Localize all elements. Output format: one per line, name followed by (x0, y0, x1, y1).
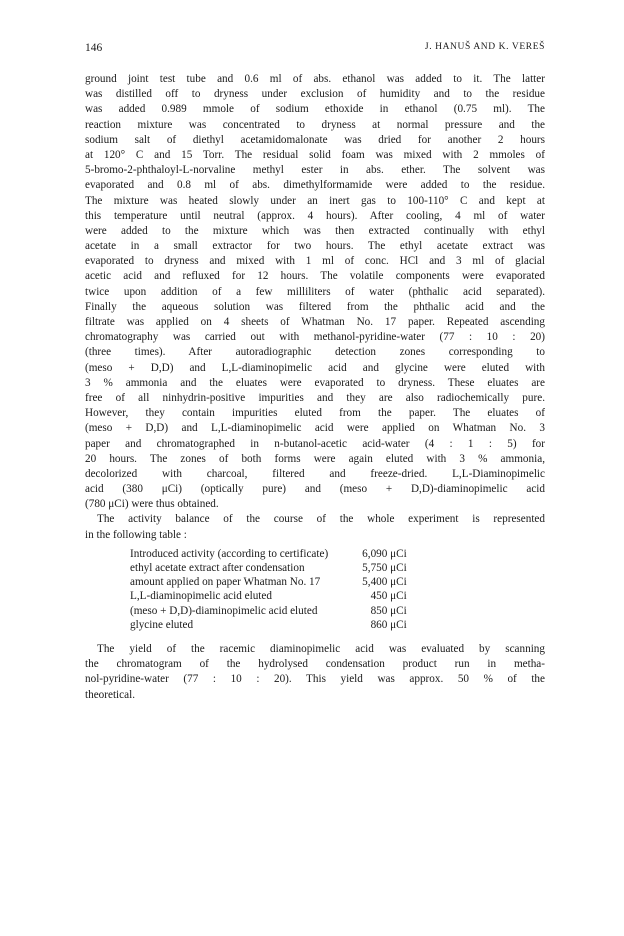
paragraph-experimental-procedure (85, 72, 545, 512)
activity-value: 850 μCi (370, 604, 407, 617)
activity-value: 6,090 μCi (362, 547, 407, 560)
table-row (130, 547, 407, 561)
text-line: theoretical. (85, 688, 136, 701)
text-line: 3 % ammonia and the eluates were evaporated to dryness. These eluates are (85, 376, 545, 389)
text-line: filtrate was applied on 4 sheets of Whatman No. 17 paper. Repeated ascending (85, 316, 545, 328)
page-number: 146 (85, 42, 103, 54)
paragraph-activity-intro (85, 512, 545, 542)
text-line: ground joint test tube and 0.6 ml of abs. ethanol was added to it. The latter (85, 73, 545, 85)
text-line: decolorized with charcoal, filtered and freeze-dried. L,L-Diaminopimelic (85, 467, 545, 480)
text-line: the chromatogram of the hydrolysed condensation product run in metha- (85, 658, 545, 671)
text-line: (three times). After autoradiographic detection zones corresponding to (85, 346, 545, 359)
text-line: evaporated to dryness and mixed with 1 ml of conc. HCl and 3 ml of glacial (85, 255, 545, 268)
text-line: was distilled off to dryness under exclusion of humidity and to the residue (85, 88, 545, 101)
text-line: paper and chromatographed in n-butanol-acetic acid-water (4 : 1 : 5) for (85, 437, 545, 450)
text-line: chromatography was carried out with methanol-pyridine-water (77 : 10 : 20) (85, 331, 545, 344)
activity-value: 5,750 μCi (362, 562, 407, 575)
text-line: acid (380 μCi) (optically pure) and (meso + D,D)-diaminopimelic acid (85, 483, 545, 496)
activity-label: ethyl acetate extract after condensation (130, 562, 305, 575)
text-line: However, they contain impurities eluted from the paper. The eluates of (85, 407, 545, 420)
body-text (85, 72, 545, 703)
paragraph-yield (85, 642, 545, 703)
text-line: 5-bromo-2-phthaloyl-L-norvaline methyl ester in abs. ether. The solvent was (85, 164, 545, 177)
activity-label: L,L-diaminopimelic acid eluted (130, 590, 272, 603)
text-line: (780 μCi) were thus obtained. (85, 498, 219, 511)
activity-value: 450 μCi (370, 590, 407, 603)
page-header (85, 42, 545, 58)
activity-value: 5,400 μCi (362, 576, 407, 589)
table-row (130, 604, 407, 618)
text-line: acetic acid and refluxed for 12 hours. The volatile components were evaporated (85, 270, 545, 283)
text-line: (meso + D,D) and L,L-diaminopimelic acid were applied on Whatman No. 3 (85, 422, 545, 435)
text-line: The activity balance of the course of the whole experiment is represented (97, 513, 545, 526)
text-line: Finally the aqueous solution was filtered from the phthalic acid and the (85, 300, 545, 313)
text-line: free of all ninhydrin-positive impurities and they are also radiochemically pure. (85, 391, 545, 404)
activity-label: glycine eluted (130, 618, 194, 631)
activity-balance-table (130, 547, 407, 632)
text-line: was added 0.989 mmole of sodium ethoxide in ethanol (0.75 ml). The (85, 103, 545, 116)
activity-label: Introduced activity (according to certificate) (130, 547, 329, 560)
text-line: nol-pyridine-water (77 : 10 : 20). This yield was approx. 50 % of the (85, 673, 545, 686)
text-line: this temperature until neutral (approx. 4 hours). After cooling, 4 ml of water (85, 209, 545, 222)
text-line: The yield of the racemic diaminopimelic acid was evaluated by scanning (97, 643, 545, 656)
text-line: sodium salt of diethyl acetamidomalonate was dried for another 2 hours (85, 133, 545, 146)
text-line: The mixture was heated slowly under an inert gas to 100-110° C and kept at (85, 194, 545, 207)
table-row (130, 575, 407, 589)
text-line: acetate in a small extractor for two hours. The ethyl acetate extract was (85, 240, 545, 253)
text-line: twice upon addition of a few milliliters of water (phthalic acid separated). (85, 285, 545, 298)
text-line: in the following table : (85, 528, 187, 541)
table-row (130, 589, 407, 603)
activity-label: (meso + D,D)-diaminopimelic acid eluted (130, 604, 318, 617)
text-line: 20 hours. The zones of both forms were again eluted with 3 % ammonia, (85, 452, 545, 465)
running-head: J. HANUŠ AND K. VEREŠ (424, 42, 545, 52)
text-line: evaporated and 0.8 ml of abs. dimethylformamide were added to the residue. (85, 179, 545, 192)
text-line: reaction mixture was concentrated to dryness at normal pressure and the (85, 118, 545, 131)
table-row (130, 618, 407, 632)
activity-value: 860 μCi (370, 618, 407, 631)
table-row (130, 561, 407, 575)
text-line: at 120° C and 15 Torr. The residual solid foam was mixed with 2 mmoles of (85, 148, 545, 161)
text-line: were added to the mixture which was then extracted continually with ethyl (85, 224, 545, 237)
activity-label: amount applied on paper Whatman No. 17 (130, 576, 321, 589)
text-line: (meso + D,D) and L,L-diaminopimelic acid and glycine were eluted with (85, 361, 545, 374)
